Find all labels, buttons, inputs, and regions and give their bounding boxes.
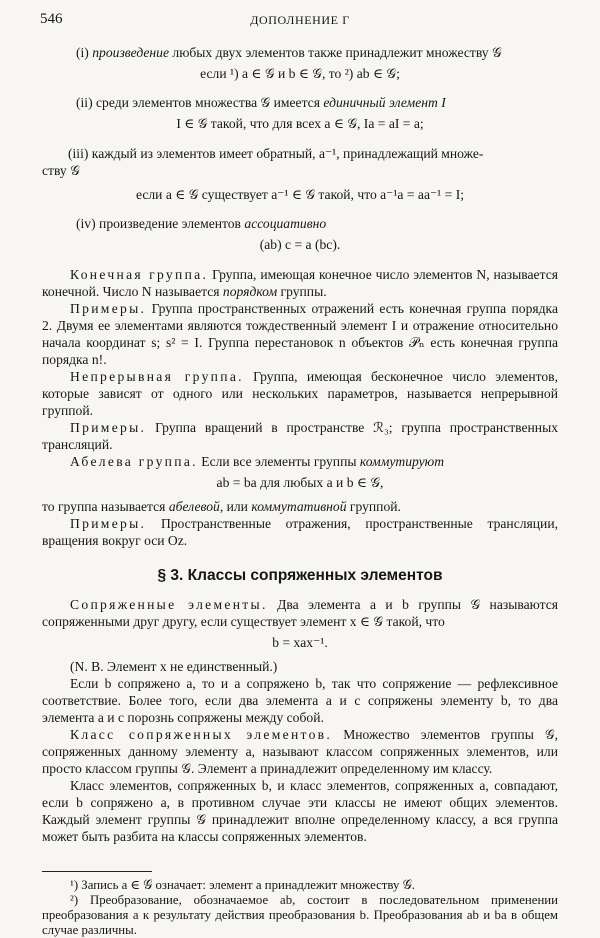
- axiom-iv: [42, 215, 558, 253]
- commutativity-formula: ab = ba для любых a и b ∈ 𝒢,: [216, 475, 384, 490]
- conjugation-formula: b = xax⁻¹.: [272, 635, 328, 650]
- axiom-iii-formula: если a ∈ 𝒢 существует a⁻¹ ∈ 𝒢 такой, что a⁻¹a = aa⁻¹ = I;: [135, 187, 465, 202]
- footnote-1: ¹) Запись a ∈ 𝒢 означает: элемент a принадлежит множеству 𝒢.: [70, 878, 415, 892]
- conjugation-paragraph: Если b сопряжено a, то и a сопряжено b, так что сопряжение — рефлексивное соответствие. Более того, если два элемента a и c сопряжены элементу b, то два элемента a и c порознь сопряжены между собой.: [42, 676, 558, 725]
- conjugacy-class-paragraph: Класс элементов, сопряженных b, и класс элементов, сопряженных a, совпадают, если b сопряжено a, в противном случае эти классы не имеют общих элементов. Каждый элемент группы 𝒢 принадлежит вполне определенному классу, а вся группа может быть разбита на классы сопряженных элементов.: [42, 778, 558, 844]
- axiom-ii-label: (ii): [76, 95, 93, 110]
- axiom-i-formula: если ¹) a ∈ 𝒢 и b ∈ 𝒢, то ²) ab ∈ 𝒢;: [200, 66, 400, 81]
- axiom-iii-text-cont: ству 𝒢: [42, 163, 80, 178]
- axiom-ii-text: среди элементов множества 𝒢 имеется: [96, 95, 320, 110]
- examples-term: Примеры.: [70, 420, 147, 435]
- finite-group-examples: Примеры. Группа пространственных отражений есть конечная группа порядка 2. Двумя ее элементами являются тождественный элемент I и отражение относительно начала координат s; s² = I. Группа перестановок n объектов 𝒫ₙ есть конечная группа порядка n!.: [42, 301, 558, 367]
- axiom-i: [42, 44, 558, 82]
- abelian-group-naming: то группа называется абелевой, или коммутативной группой.: [42, 499, 401, 514]
- axiom-iv-text: произведение элементов: [99, 216, 241, 231]
- conjugacy-class-definition: Класс сопряженных элементов. Множество элементов группы 𝒢, сопряженных данному элементу a, называют классом сопряженных элементов, или просто классом группы 𝒢. Элемент a принадлежит определенному им классу.: [42, 727, 558, 776]
- nota-bene: (N. B. Элемент x не единственный.): [70, 659, 278, 674]
- continuous-group-term: Непрерывная группа.: [70, 369, 244, 384]
- axiom-iv-term: ассоциативно: [244, 216, 327, 231]
- footnote-rule: [42, 871, 152, 872]
- continuous-group-examples: Примеры. Группа вращений в пространстве ℛ₃; группа пространственных трансляций.: [42, 420, 558, 452]
- abelian-group-term: Абелева группа.: [70, 454, 198, 469]
- axiom-i-term: произведение: [92, 45, 169, 60]
- examples-term: Примеры.: [70, 301, 147, 316]
- axiom-i-text: любых двух элементов также принадлежит множеству 𝒢: [172, 45, 502, 60]
- section-title: § 3. Классы сопряженных элементов: [157, 567, 443, 584]
- axiom-iii-label: (iii): [68, 146, 89, 161]
- finite-group-term: Конечная группа.: [70, 267, 209, 282]
- abelian-group-examples: Примеры. Пространственные отражения, пространственные трансляции, вращения вокруг оси Oz.: [42, 516, 558, 548]
- axiom-iv-label: (iv): [76, 216, 96, 231]
- running-head: ДОПОЛНЕНИЕ Г: [250, 13, 350, 27]
- axiom-ii-term: единичный элемент I: [323, 95, 446, 110]
- conjugate-elements-definition: Сопряженные элементы. Два элемента a и b группы 𝒢 называются сопряженными друг другу, если существует элемент x ∈ 𝒢 такой, что: [42, 597, 559, 629]
- page-number: 546: [40, 11, 63, 27]
- axiom-ii: [42, 94, 558, 132]
- conjugacy-class-term: Класс сопряженных элементов.: [70, 727, 333, 742]
- finite-group-definition: Конечная группа. Группа, имеющая конечное число элементов N, называется конечной. Число N называется порядком группы.: [42, 267, 558, 299]
- axiom-iii: [42, 145, 558, 203]
- page-content: [42, 44, 558, 938]
- page-header: [40, 11, 560, 29]
- axiom-iv-formula: (ab) c = a (bc).: [259, 237, 341, 252]
- continuous-group-definition: Непрерывная группа. Группа, имеющая бесконечное число элементов, которые зависят от одного или нескольких параметров, называется непрерывной группой.: [42, 369, 558, 418]
- axiom-iii-text: каждый из элементов имеет обратный, a⁻¹, принадлежащий множе-: [91, 146, 484, 161]
- footnote-2: ²) Преобразование, обозначаемое ab, состоит в последовательном применении преобразования a к результату действия преобразования b. Преобразования ab и ba в общем случае различны.: [42, 893, 558, 937]
- conjugate-elements-term: Сопряженные элементы.: [70, 597, 268, 612]
- axiom-i-label: (i): [76, 45, 89, 60]
- abelian-group-definition: Абелева группа. Если все элементы группы коммутируют: [70, 454, 445, 469]
- axiom-ii-formula: I ∈ 𝒢 такой, что для всех a ∈ 𝒢, Ia = aI = a;: [176, 116, 424, 131]
- examples-term: Примеры.: [70, 516, 147, 531]
